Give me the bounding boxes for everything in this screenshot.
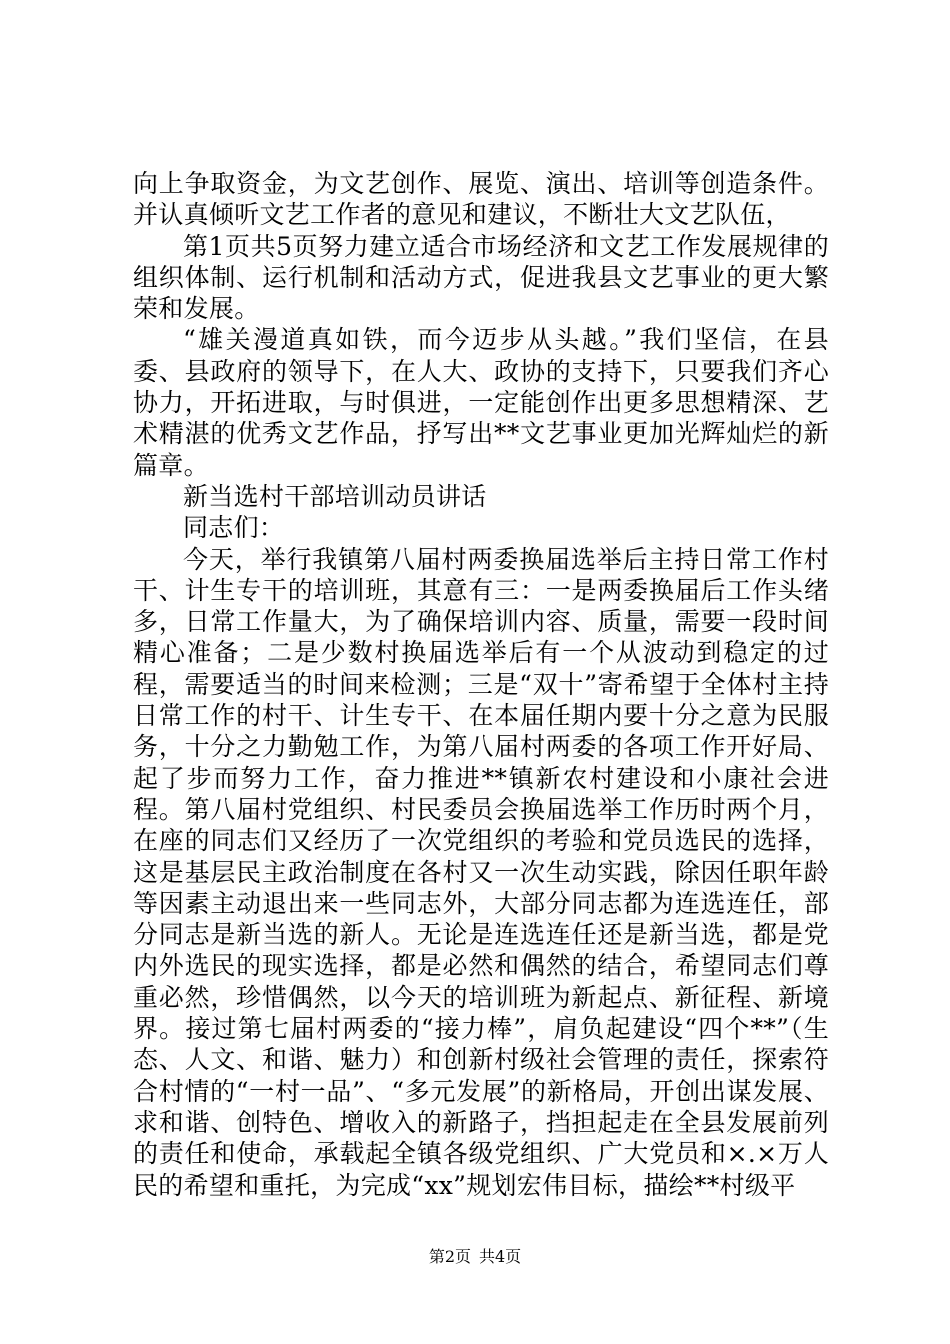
- paragraph-2: 第1页共5页努力建立适合市场经济和文艺工作发展规律的组织体制、运行机制和活动方式，促进我县文艺事业的更大繁荣和发展。: [133, 231, 829, 324]
- salutation: 同志们：: [183, 513, 285, 543]
- speech-title: 新当选村干部培训动员讲话: [183, 481, 487, 511]
- paragraph-6: 今天，举行我镇第八届村两委换届选举后主持日常工作村干、计生专干的培训班，其意有三：一是两委换届后工作头绪多，日常工作量大，为了确保培训内容、质量，需要一段时间精心准备；二是少数村换届选举后有一个从波动到稳定的过程，需要适当的时间来检测；三是“双十”寄希望于全体村主持日常工作的村干、计生专干、在本届任期内要十分之意为民服务，十分之力勤勉工作，为第八届村两委的各项工作开好局、起了步而努力工作，奋力推进**镇新农村建设和小康社会进程。第八届村党组织、村民委员会换届选举工作历时两个月，在座的同志们又经历了一次党组织的考验和党员选民的选择，这是基层民主政治制度在各村又一次生动实践，除因任职年龄等因素主动退出来一些同志外，大部分同志都为连选连任，部分同志是新当选的新人。无论是连选连任还是新当选，都是党内外选民的现实选择，都是必然和偶然的结合，希望同志们尊重必然，珍惜偶然，以今天的培训班为新起点、新征程、新境界。接过第七届村两委的“接力棒”，肩负起建设“四个**”（生态、人文、和谐、魅力）和创新村级社会管理的责任，探索符合村情的“一村一品”、“多元发展”的新格局，开创出谋发展、求和谐、创特色、增收入的新路子，挡担起走在全县发展前列的责任和使命，承载起全镇各级党组织、广大党员和×.×万人民的希望和重托，为完成“xx”规划宏伟目标，描绘**村级平: [133, 544, 829, 1200]
- page-total: 共4页: [479, 1247, 522, 1266]
- page-number: 第2页: [428, 1247, 471, 1266]
- paragraph-1: 向上争取资金，为文艺创作、展览、演出、培训等创造条件。并认真倾听文艺工作者的意见和建议，不断壮大文艺队伍，: [133, 169, 829, 230]
- document-body: [133, 168, 829, 1201]
- page-footer: [0, 1247, 950, 1267]
- paragraph-3: “雄关漫道真如铁，而今迈步从头越。”我们坚信，在县委、县政府的领导下，在人大、政协的支持下，只要我们齐心协力，开拓进取，与时俱进，一定能创作出更多思想精深、艺术精湛的优秀文艺作品，抒写出**文艺事业更加光辉灿烂的新篇章。: [133, 325, 829, 480]
